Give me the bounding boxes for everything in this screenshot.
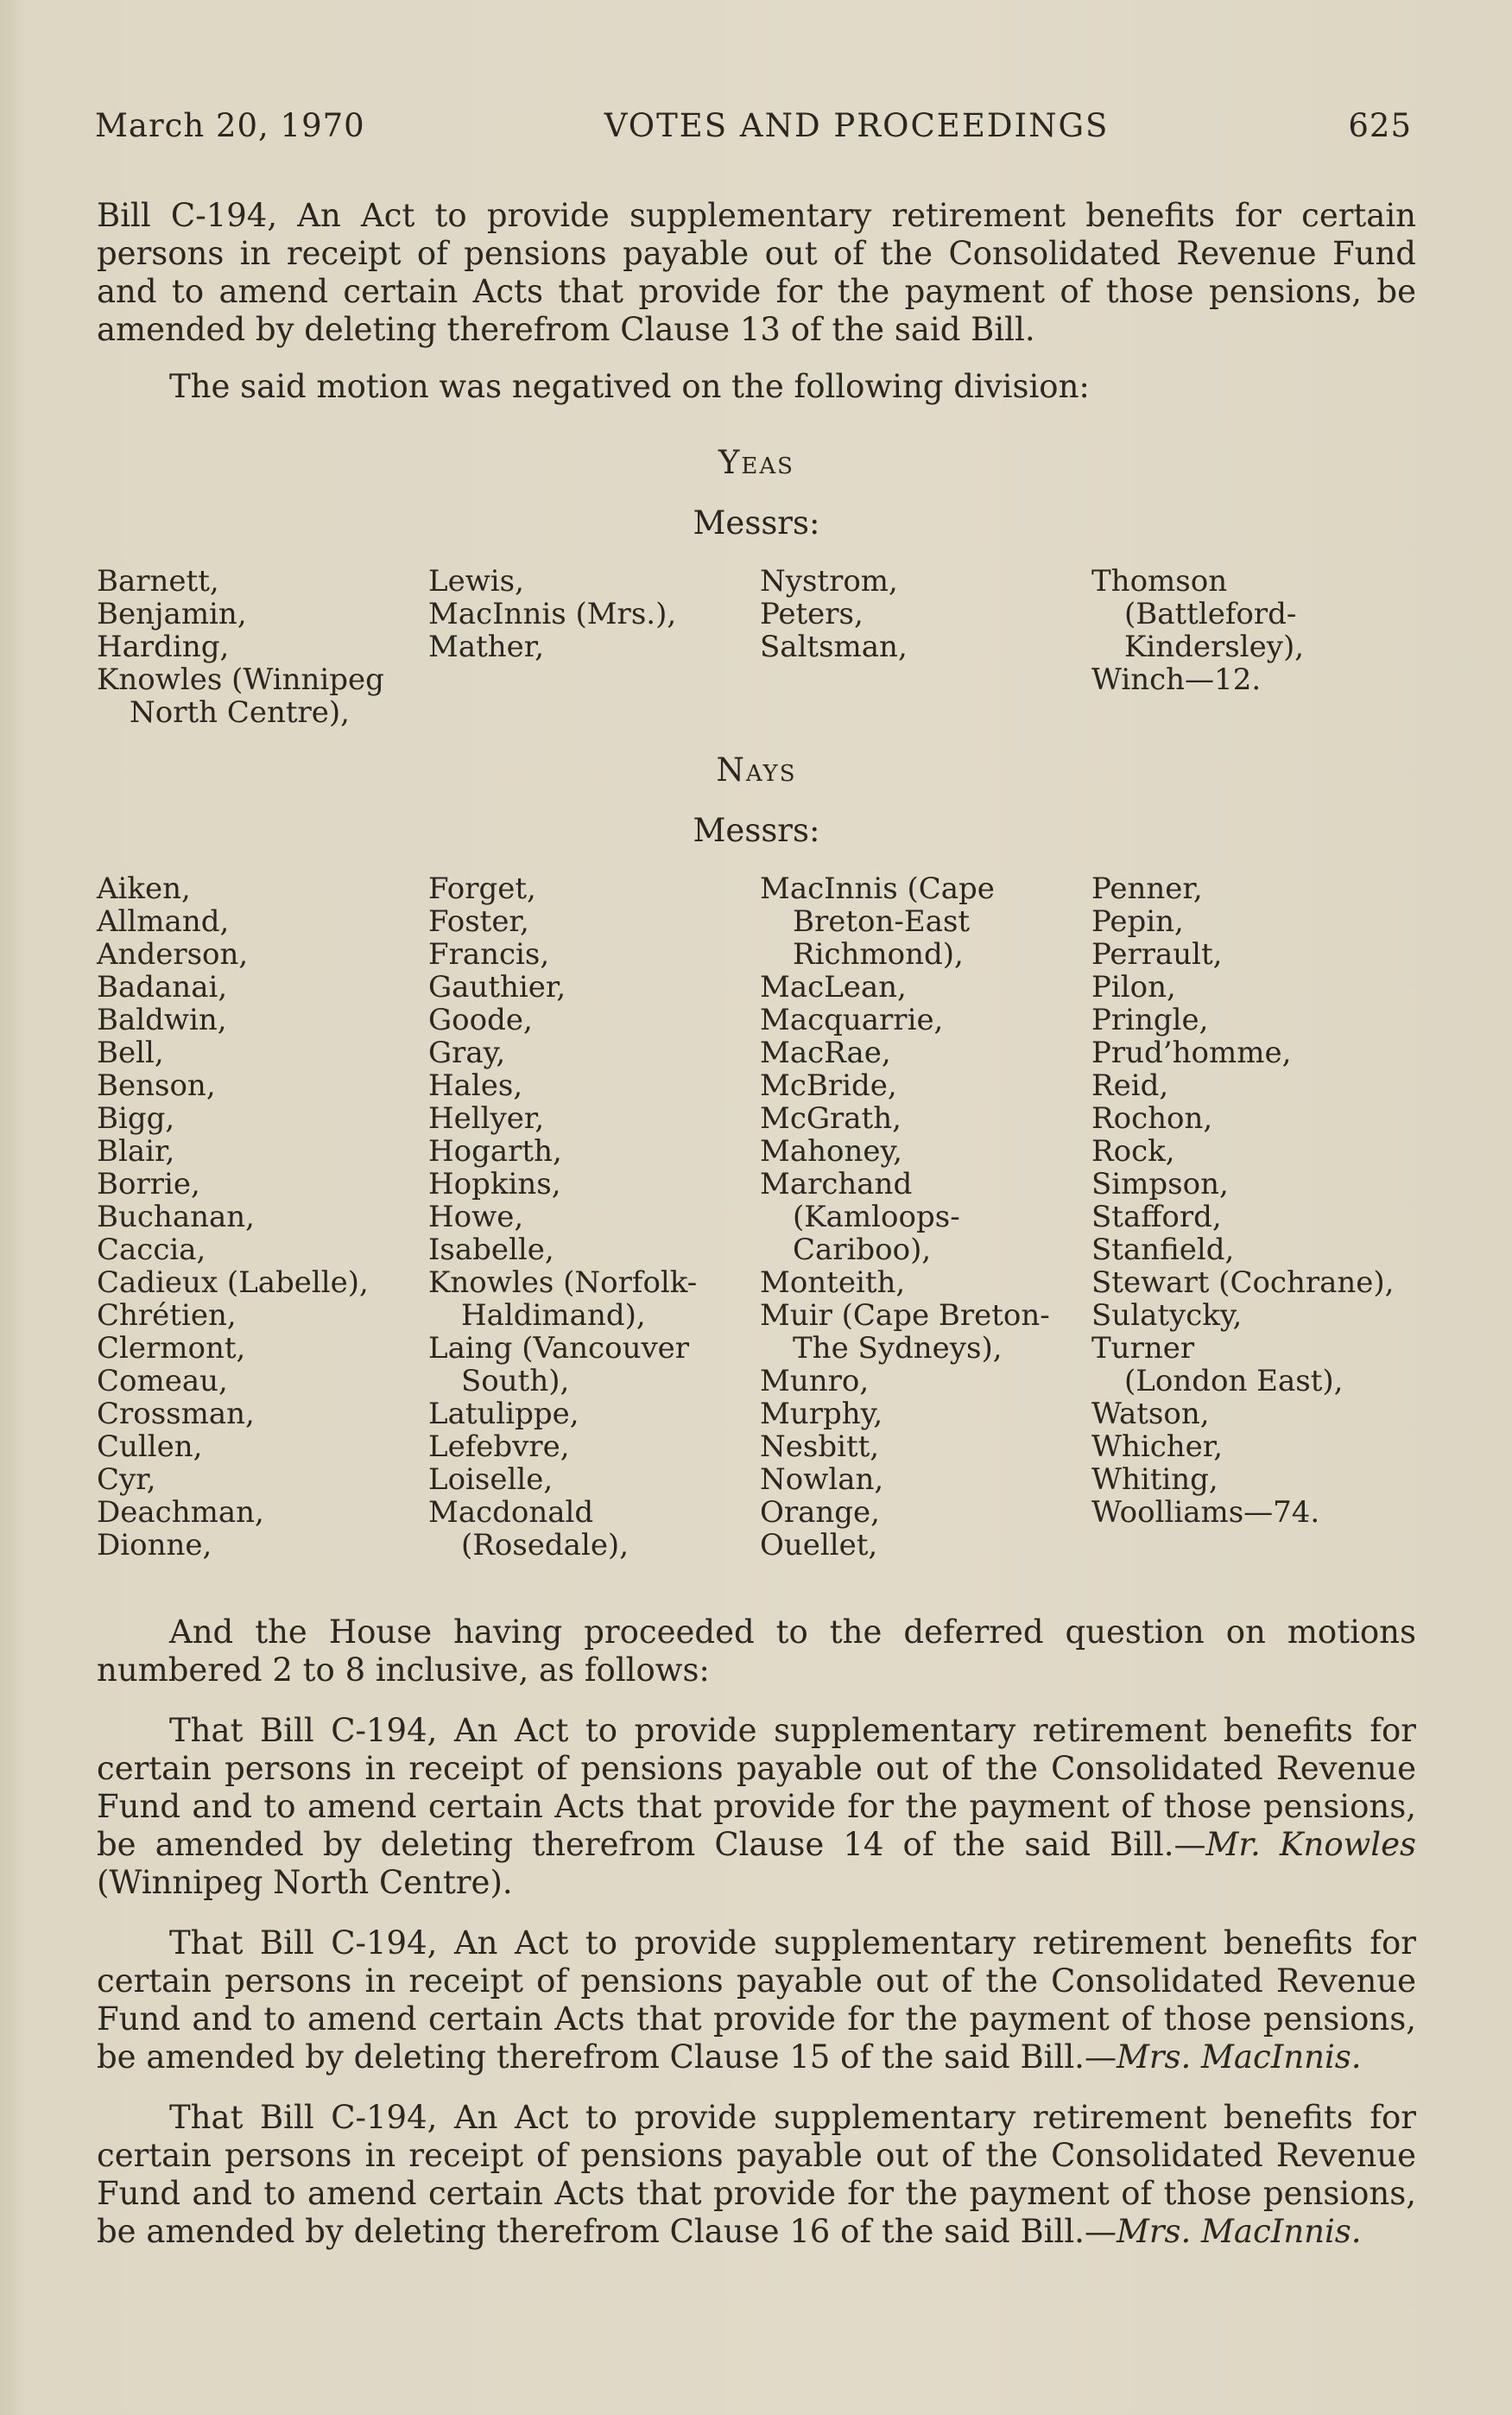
- motion-text: That Bill C-194, An Act to provide supplementary retirement benefits for certain persons in receipt of pensions payable out of the Consolidated Revenue Fund and to amend certain Acts that provide for the payment of those pensions, be amended by deleting therefrom Clause 14 of the said Bill.—: [97, 1712, 1416, 1863]
- member-name: Aiken,: [97, 872, 191, 906]
- member-name: Mather,: [428, 630, 545, 664]
- member-name: Nowlan,: [760, 1462, 884, 1497]
- yeas-messrs: Messrs:: [693, 504, 820, 542]
- motions-section: [97, 1613, 1416, 2251]
- member-name: Rock,: [1091, 1134, 1175, 1169]
- member-name: Murphy,: [760, 1397, 883, 1431]
- member-name: Laing (Vancouver: [428, 1331, 690, 1366]
- member-name: Thomson: [1091, 564, 1228, 599]
- nays-column: [428, 872, 760, 1562]
- header-page-number: 625: [1348, 107, 1412, 144]
- member-name: Prud’homme,: [1091, 1036, 1292, 1070]
- member-name: Watson,: [1091, 1397, 1210, 1431]
- member-name: Deachman,: [97, 1495, 264, 1530]
- member-name: Bigg,: [97, 1101, 175, 1136]
- member-name: Barnett,: [97, 564, 219, 599]
- member-name: Bell,: [97, 1036, 164, 1070]
- member-name: Whiting,: [1091, 1462, 1218, 1497]
- motion-mover: Mr. Knowles: [1205, 1826, 1417, 1863]
- member-name: Pringle,: [1091, 1003, 1209, 1037]
- member-name: Munro,: [760, 1364, 870, 1398]
- member-name: Anderson,: [97, 937, 249, 972]
- member-name: Knowles (Norfolk-: [428, 1265, 698, 1300]
- yeas-column: [97, 565, 428, 729]
- member-name: Stafford,: [1091, 1200, 1222, 1234]
- nays-column: [1091, 872, 1416, 1562]
- page-content: [97, 197, 1416, 2273]
- nays-columns: [97, 872, 1416, 1562]
- member-name: Latulippe,: [428, 1397, 579, 1431]
- member-name: Borrie,: [97, 1167, 200, 1201]
- nays-messrs: Messrs:: [693, 812, 820, 849]
- page-header: [95, 107, 1412, 144]
- motion-text: That Bill C-194, An Act to provide supplementary retirement benefits for certain persons in receipt of pensions payable out of the Consolidated Revenue Fund and to amend certain Acts that provide for the payment of those pensions, be amended by deleting therefrom Clause 15 of the said Bill.—: [97, 1924, 1416, 2076]
- member-name: McBride,: [760, 1068, 897, 1103]
- member-name: Loiselle,: [428, 1462, 554, 1497]
- member-name: Howe,: [428, 1200, 524, 1234]
- member-name: Winch—12.: [1091, 662, 1262, 697]
- member-name: MacRae,: [760, 1036, 891, 1070]
- nays-column: [760, 872, 1091, 1562]
- member-name: Knowles (Winnipeg: [97, 662, 384, 697]
- header-date: March 20, 1970: [95, 107, 365, 144]
- member-name: Woolliams—74.: [1091, 1495, 1320, 1530]
- member-name: Baldwin,: [97, 1003, 227, 1037]
- motion-paragraph: [97, 1924, 1416, 2076]
- member-name: Badanai,: [97, 970, 228, 1005]
- member-name: MacInnis (Mrs.),: [428, 597, 677, 631]
- header-title: VOTES AND PROCEEDINGS: [604, 107, 1110, 144]
- member-name: MacLean,: [760, 970, 907, 1005]
- motion-paragraph: [97, 1712, 1416, 1902]
- member-name: Rochon,: [1091, 1101, 1213, 1136]
- member-name: Cariboo),: [793, 1233, 932, 1267]
- member-name: Richmond),: [793, 937, 964, 972]
- member-name: Blair,: [97, 1134, 175, 1169]
- member-name: Muir (Cape Breton-: [760, 1298, 1050, 1333]
- member-name: Orange,: [760, 1495, 880, 1530]
- member-name: MacInnis (Cape: [760, 872, 995, 906]
- member-name: Cullen,: [97, 1429, 203, 1464]
- member-name: Gauthier,: [428, 970, 566, 1005]
- member-name: Nesbitt,: [760, 1429, 880, 1464]
- member-name: Crossman,: [97, 1397, 255, 1431]
- member-name: Hales,: [428, 1068, 523, 1103]
- member-name: Foster,: [428, 904, 529, 939]
- member-name: Hellyer,: [428, 1101, 545, 1136]
- member-name: Goode,: [428, 1003, 533, 1037]
- motion-text: That Bill C-194, An Act to provide supplementary retirement benefits for certain persons in receipt of pensions payable out of the Consolidated Revenue Fund and to amend certain Acts that provide for the payment of those pensions, be amended by deleting therefrom Clause 16 of the said Bill.—: [97, 2099, 1416, 2250]
- member-name: Reid,: [1091, 1068, 1169, 1103]
- member-name: Sulatycky,: [1091, 1298, 1243, 1333]
- member-name: Cadieux (Labelle),: [97, 1265, 369, 1300]
- member-name: Stewart (Cochrane),: [1091, 1265, 1395, 1300]
- member-name: Chrétien,: [97, 1298, 237, 1333]
- motion-mover: Mrs. MacInnis.: [1116, 2213, 1362, 2250]
- member-name: Pepin,: [1091, 904, 1184, 939]
- member-name: Nystrom,: [760, 564, 898, 599]
- member-name: South),: [461, 1364, 570, 1398]
- motion-mover: Mrs. MacInnis.: [1116, 2038, 1362, 2076]
- member-name: Haldimand),: [461, 1298, 646, 1333]
- member-name: Simpson,: [1091, 1167, 1229, 1201]
- member-name: Macdonald: [428, 1495, 594, 1530]
- member-name: Breton-East: [793, 904, 971, 939]
- member-name: Comeau,: [97, 1364, 228, 1398]
- member-name: Stanfield,: [1091, 1233, 1235, 1267]
- intro-paragraph: Bill C-194, An Act to provide supplementary retirement benefits for certain persons in receipt of pensions payable out of the Consolidated Revenue Fund and to amend certain Acts that provide for the payment of those pensions, be amended by deleting therefrom Clause 13 of the said Bill.: [97, 197, 1416, 348]
- member-name: Ouellet,: [760, 1528, 878, 1562]
- member-name: Benson,: [97, 1068, 216, 1103]
- member-name: Turner: [1091, 1331, 1195, 1366]
- member-name: Francis,: [428, 937, 550, 972]
- member-name: Marchand: [760, 1167, 913, 1201]
- member-name: North Centre),: [130, 695, 350, 730]
- yeas-column: [428, 565, 760, 729]
- member-name: Hogarth,: [428, 1134, 562, 1169]
- member-name: Cyr,: [97, 1462, 156, 1497]
- member-name: Macquarrie,: [760, 1003, 944, 1037]
- member-name: Whicher,: [1091, 1429, 1224, 1464]
- member-name: (Rosedale),: [461, 1528, 629, 1562]
- member-name: (London East),: [1124, 1364, 1344, 1398]
- member-name: Monteith,: [760, 1265, 906, 1300]
- yeas-column: [760, 565, 1091, 729]
- member-name: Perrault,: [1091, 937, 1223, 972]
- member-name: Mahoney,: [760, 1134, 902, 1169]
- member-name: Forget,: [428, 872, 536, 906]
- nays-column: [97, 872, 428, 1562]
- motion-mover-suffix: (Winnipeg North Centre).: [97, 1864, 513, 1901]
- member-name: Hopkins,: [428, 1167, 561, 1201]
- member-name: The Sydneys),: [793, 1331, 1003, 1366]
- member-name: Buchanan,: [97, 1200, 255, 1234]
- member-name: Lewis,: [428, 564, 524, 599]
- member-name: (Kamloops-: [793, 1200, 960, 1234]
- member-name: Kindersley),: [1124, 630, 1305, 664]
- member-name: Harding,: [97, 630, 230, 664]
- division-statement: The said motion was negatived on the following division:: [169, 368, 1090, 405]
- yeas-heading: Yeas: [718, 444, 794, 481]
- member-name: Clermont,: [97, 1331, 246, 1366]
- deferred-paragraph: And the House having proceeded to the deferred question on motions numbered 2 to 8 inclusive, as follows:: [97, 1613, 1416, 1689]
- nays-heading: Nays: [716, 751, 797, 789]
- member-name: Gray,: [428, 1036, 506, 1070]
- member-name: Isabelle,: [428, 1233, 554, 1267]
- member-name: Caccia,: [97, 1233, 206, 1267]
- member-name: Benjamin,: [97, 597, 247, 631]
- member-name: Lefebvre,: [428, 1429, 570, 1464]
- member-name: (Battleford-: [1124, 597, 1297, 631]
- member-name: McGrath,: [760, 1101, 902, 1136]
- yeas-columns: [97, 565, 1416, 729]
- member-name: Saltsman,: [760, 630, 908, 664]
- yeas-column: [1091, 565, 1416, 729]
- member-name: Penner,: [1091, 872, 1203, 906]
- member-name: Allmand,: [97, 904, 230, 939]
- member-name: Pilon,: [1091, 970, 1176, 1005]
- motion-paragraph: [97, 2099, 1416, 2251]
- member-name: Peters,: [760, 597, 864, 631]
- member-name: Dionne,: [97, 1528, 212, 1562]
